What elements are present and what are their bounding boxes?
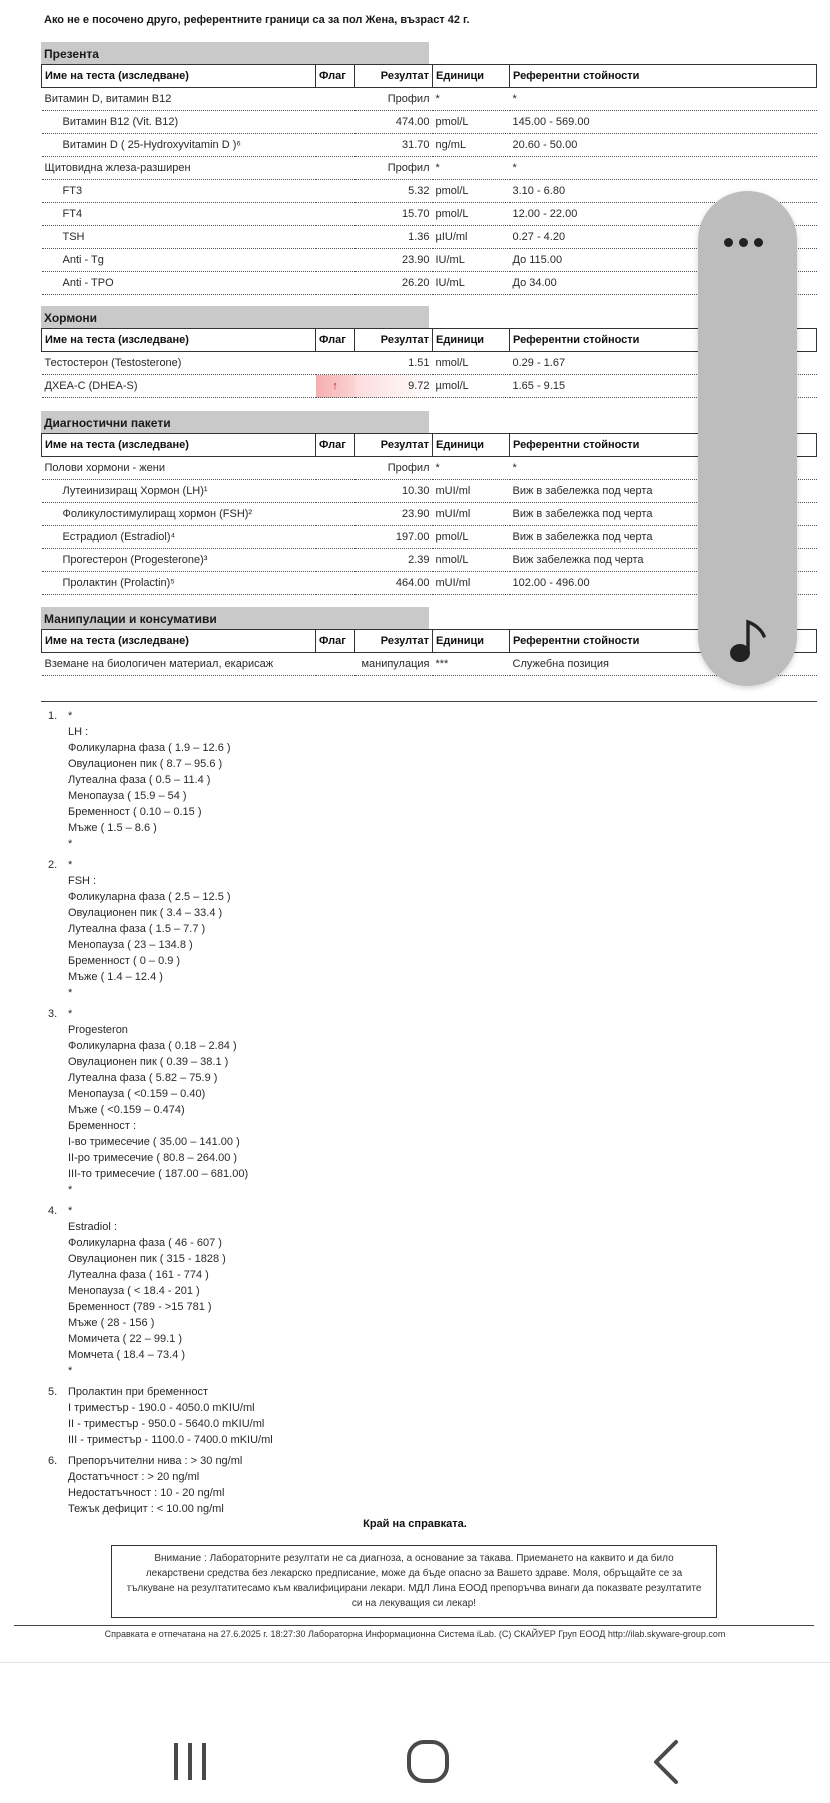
flag — [316, 503, 355, 526]
col-result: Резултат — [355, 65, 433, 88]
footnote-line: Фоликуларна фаза ( 0.18 – 2.84 ) — [68, 1040, 237, 1052]
footnote-line: Недостатъчност : 10 - 20 ng/ml — [68, 1487, 225, 1499]
units: *** — [433, 653, 510, 676]
result: 1.36 — [355, 226, 433, 249]
footnote-line: Бременност ( 0 – 0.9 ) — [68, 955, 181, 967]
section-title: Диагностични пакети — [41, 411, 429, 433]
units: µmol/L — [433, 375, 510, 398]
reference: 0.29 - 1.67 — [510, 352, 817, 375]
test-name: Витамин D ( 25-Hydroxyvitamin D )⁶ — [42, 134, 316, 157]
flag — [316, 180, 355, 203]
table-row — [42, 88, 817, 111]
reference: Виж в забележка под черта — [510, 480, 817, 503]
footnote-line: Progesteron — [68, 1024, 128, 1036]
flag — [316, 88, 355, 111]
page-edge — [0, 1662, 830, 1663]
units: mUI/ml — [433, 503, 510, 526]
reference: Виж в забележка под черта — [510, 526, 817, 549]
test-name: FT3 — [42, 180, 316, 203]
footnote-number: 5. — [48, 1386, 58, 1398]
result: 23.90 — [355, 503, 433, 526]
more-horizontal-icon[interactable] — [724, 236, 772, 248]
reference: Служебна позиция — [510, 653, 817, 676]
footnote-line: Бременност ( 0.10 – 0.15 ) — [68, 806, 202, 818]
footnote-line: * — [68, 710, 73, 722]
units: * — [433, 457, 510, 480]
units: pmol/L — [433, 526, 510, 549]
flag — [316, 457, 355, 480]
test-name: Естрадиол (Estradiol)⁴ — [42, 526, 316, 549]
table-row — [42, 134, 817, 157]
reference: 20.60 - 50.00 — [510, 134, 817, 157]
footnote-line: * — [68, 1205, 73, 1217]
music-note-glyph — [726, 618, 770, 664]
result: Профил — [355, 157, 433, 180]
footnote-line: * — [68, 1008, 73, 1020]
test-name: Вземане на биологичен материал, екарисаж — [42, 653, 316, 676]
reference-note: Ако не е посочено друго, референтните граници са за пол Жена, възраст 42 г. — [44, 14, 470, 26]
dot — [724, 238, 733, 247]
back-icon[interactable] — [621, 1720, 711, 1803]
footnote-line: Лутеална фаза ( 5.82 – 75.9 ) — [68, 1072, 218, 1084]
col-name: Име на теста (изследване) — [42, 434, 316, 457]
footnote-line: * — [68, 1365, 73, 1377]
test-name: FT4 — [42, 203, 316, 226]
result: 464.00 — [355, 572, 433, 595]
reference: До 34.00 — [510, 272, 817, 295]
units: nmol/L — [433, 352, 510, 375]
footnote-line: Фоликуларна фаза ( 2.5 – 12.5 ) — [68, 891, 231, 903]
footnote-line: Менопауза ( <0.159 – 0.40) — [68, 1088, 206, 1100]
footnote-line: FSH : — [68, 875, 97, 887]
footnote-line: Достатъчност : > 20 ng/ml — [68, 1471, 200, 1483]
footnote-line: Мъже ( 1.4 – 12.4 ) — [68, 971, 163, 983]
units: µIU/ml — [433, 226, 510, 249]
end-of-report: Край на справката. — [363, 1518, 467, 1530]
footnote-number: 4. — [48, 1205, 58, 1217]
flag — [316, 526, 355, 549]
footnote-number: 6. — [48, 1455, 58, 1467]
footnote-line: Менопауза ( 15.9 – 54 ) — [68, 790, 187, 802]
footnotes — [48, 708, 273, 1522]
footnote-line: * — [68, 987, 73, 999]
flag — [316, 653, 355, 676]
footnote-line: Овулационен пик ( 8.7 – 95.6 ) — [68, 758, 223, 770]
result: 474.00 — [355, 111, 433, 134]
table-row — [42, 653, 817, 676]
flag — [316, 157, 355, 180]
footnote-line: Лутеална фаза ( 0.5 – 11.4 ) — [68, 774, 211, 786]
col-result: Резултат — [355, 329, 433, 352]
disclaimer-box: Внимание : Лабораторните резултати не са диагноза, а основание за такава. Приемането на каквито и да било лекарствени средства без лекарско предписание, може да бъде опасно за Вашето здраве. Моля, обръщайте се за тълкуване на резултатитесамо към квалифицирани лекари. МДЛ Лина ЕООД препоръчва винаги да показвате резултатите си на лекуващия си лекар! — [111, 1545, 717, 1618]
col-ref: Референтни стойности — [510, 65, 817, 88]
reference: 102.00 - 496.00 — [510, 572, 817, 595]
test-name: Фоликулостимулиращ хормон (FSH)² — [42, 503, 316, 526]
footnote-number: 1. — [48, 710, 58, 722]
flag — [316, 352, 355, 375]
col-name: Име на теста (изследване) — [42, 65, 316, 88]
test-name: Пролактин (Prolactin)⁵ — [42, 572, 316, 595]
flag — [316, 134, 355, 157]
reference: * — [510, 457, 817, 480]
footnote-line: * — [68, 1184, 73, 1196]
footnote-line: III - триместър - 1100.0 - 7400.0 mKIU/ml — [68, 1434, 273, 1446]
col-units: Единици — [433, 434, 510, 457]
col-flag: Флаг — [316, 329, 355, 352]
result: манипулация — [355, 653, 433, 676]
flag — [316, 549, 355, 572]
test-name: Полови хормони - жени — [42, 457, 316, 480]
footnote-item — [48, 1203, 273, 1379]
result: Профил — [355, 88, 433, 111]
recents-glyph — [145, 1720, 235, 1803]
result: 15.70 — [355, 203, 433, 226]
reference: До 115.00 — [510, 249, 817, 272]
section-title: Презента — [41, 42, 429, 64]
home-glyph — [383, 1720, 473, 1803]
result: 31.70 — [355, 134, 433, 157]
footnote-line: Момчета ( 18.4 – 73.4 ) — [68, 1349, 186, 1361]
result: 9.72 — [355, 375, 433, 398]
reference: 0.27 - 4.20 — [510, 226, 817, 249]
test-name: TSH — [42, 226, 316, 249]
flag — [316, 111, 355, 134]
col-units: Единици — [433, 65, 510, 88]
col-flag: Флаг — [316, 434, 355, 457]
section-title: Манипулации и консумативи — [41, 607, 429, 629]
reference: 1.65 - 9.15 — [510, 375, 817, 398]
units: mUI/ml — [433, 480, 510, 503]
test-name: Тестостерон (Testosterone) — [42, 352, 316, 375]
result: 2.39 — [355, 549, 433, 572]
footnote-line: Лутеална фаза ( 161 - 774 ) — [68, 1269, 209, 1281]
footnote-line: * — [68, 838, 73, 850]
result: 23.90 — [355, 249, 433, 272]
result: 197.00 — [355, 526, 433, 549]
table-header — [42, 65, 817, 88]
dot — [754, 238, 763, 247]
footer-divider — [14, 1625, 814, 1626]
high-flag: ↑ — [316, 375, 355, 398]
flag — [316, 226, 355, 249]
result: 1.51 — [355, 352, 433, 375]
test-name: Прогестерон (Progesterone)³ — [42, 549, 316, 572]
col-flag: Флаг — [316, 65, 355, 88]
flag — [316, 480, 355, 503]
reference: 3.10 - 6.80 — [510, 180, 817, 203]
col-name: Име на теста (изследване) — [42, 329, 316, 352]
units: mUI/ml — [433, 572, 510, 595]
footnote-number: 2. — [48, 859, 58, 871]
footnote-item — [48, 1006, 273, 1198]
col-name: Име на теста (изследване) — [42, 630, 316, 653]
col-flag: Флаг — [316, 630, 355, 653]
footnote-line: Овулационен пик ( 315 - 1828 ) — [68, 1253, 226, 1265]
system-navigation-bar — [0, 1720, 830, 1803]
result: 5.32 — [355, 180, 433, 203]
footnote-line: LH : — [68, 726, 89, 738]
flag — [316, 272, 355, 295]
footnote-line: Момичета ( 22 – 99.1 ) — [68, 1333, 182, 1345]
section-title: Хормони — [41, 306, 429, 328]
music-note-icon[interactable] — [726, 618, 770, 664]
flag — [316, 249, 355, 272]
footnote-line: Менопауза ( 23 – 134.8 ) — [68, 939, 193, 951]
reference: Виж в забележка под черта — [510, 503, 817, 526]
floating-media-panel[interactable] — [698, 191, 797, 686]
units: IU/mL — [433, 249, 510, 272]
footnote-line: Овулационен пик ( 0.39 – 38.1 ) — [68, 1056, 229, 1068]
print-footer: Справката е отпечатана на 27.6.2025 г. 18:27:30 Лабораторна Информационна Система iLab. (C) СКАЙУЕР Груп ЕООД http://ilab.skyware-group.com — [104, 1629, 726, 1639]
test-name: Anti - Tg — [42, 249, 316, 272]
result: Профил — [355, 457, 433, 480]
flag — [316, 572, 355, 595]
units: ng/mL — [433, 134, 510, 157]
footnote-line: I-во тримесечие ( 35.00 – 141.00 ) — [68, 1136, 240, 1148]
footnote-line: Менопауза ( < 18.4 - 201 ) — [68, 1285, 200, 1297]
test-name: ДХЕА-С (DHEA-S) — [42, 375, 316, 398]
col-ref: Референтни стойности — [510, 434, 817, 457]
test-name: Anti - TPO — [42, 272, 316, 295]
col-ref: Референтни стойности — [510, 329, 817, 352]
footnote-item — [48, 1453, 273, 1517]
footnote-line: Фоликуларна фаза ( 1.9 – 12.6 ) — [68, 742, 231, 754]
col-units: Единици — [433, 329, 510, 352]
reference: 145.00 - 569.00 — [510, 111, 817, 134]
footnote-item — [48, 708, 273, 852]
test-name: Лутеинизиращ Хормон (LH)¹ — [42, 480, 316, 503]
back-glyph — [621, 1720, 711, 1803]
col-units: Единици — [433, 630, 510, 653]
footnote-line: Фоликуларна фаза ( 46 - 607 ) — [68, 1237, 222, 1249]
reference: * — [510, 157, 817, 180]
footnote-list — [48, 708, 273, 1517]
units: pmol/L — [433, 111, 510, 134]
reference: Виж забележка под черта — [510, 549, 817, 572]
footnote-line: * — [68, 859, 73, 871]
result: 26.20 — [355, 272, 433, 295]
col-result: Резултат — [355, 630, 433, 653]
footnote-line: Лутеална фаза ( 1.5 – 7.7 ) — [68, 923, 206, 935]
footnote-line: I триместър - 190.0 - 4050.0 mKIU/ml — [68, 1402, 255, 1414]
footnote-item — [48, 1384, 273, 1448]
reference: 12.00 - 22.00 — [510, 203, 817, 226]
footnote-line: II - триместър - 950.0 - 5640.0 mKIU/ml — [68, 1418, 265, 1430]
dot — [739, 238, 748, 247]
home-icon[interactable] — [383, 1720, 473, 1803]
units: * — [433, 157, 510, 180]
footnote-line: Estradiol : — [68, 1221, 117, 1233]
footnote-line: Мъже ( 1.5 – 8.6 ) — [68, 822, 157, 834]
notes-divider — [41, 701, 817, 702]
footnote-line: Препоръчителни нива : > 30 ng/ml — [68, 1455, 243, 1467]
footnote-line: II-ро тримесечие ( 80.8 – 264.00 ) — [68, 1152, 238, 1164]
result: 10.30 — [355, 480, 433, 503]
col-result: Резултат — [355, 434, 433, 457]
footnote-line: Бременност : — [68, 1120, 137, 1132]
footnote-line: Овулационен пик ( 3.4 – 33.4 ) — [68, 907, 223, 919]
flag — [316, 203, 355, 226]
units: pmol/L — [433, 203, 510, 226]
footnote-line: Мъже ( 28 - 156 ) — [68, 1317, 155, 1329]
table-row — [42, 157, 817, 180]
reference: * — [510, 88, 817, 111]
units: * — [433, 88, 510, 111]
footnote-line: Тежък дефицит : < 10.00 ng/ml — [68, 1503, 224, 1515]
units: pmol/L — [433, 180, 510, 203]
footnote-line: Пролактин при бременност — [68, 1386, 208, 1398]
footnote-line: Бременност (789 - >15 781 ) — [68, 1301, 212, 1313]
footnote-number: 3. — [48, 1008, 58, 1020]
footnote-line: Мъже ( <0.159 – 0.474) — [68, 1104, 185, 1116]
footnote-item — [48, 857, 273, 1001]
test-name: Щитовидна жлеза-разширен — [42, 157, 316, 180]
test-name: Витамин B12 (Vit. B12) — [42, 111, 316, 134]
units: IU/mL — [433, 272, 510, 295]
footnote-line: III-то тримесечие ( 187.00 – 681.00) — [68, 1168, 249, 1180]
table-row — [42, 111, 817, 134]
test-name: Витамин D, витамин B12 — [42, 88, 316, 111]
units: nmol/L — [433, 549, 510, 572]
recents-icon[interactable] — [145, 1720, 235, 1803]
table-row — [42, 180, 817, 203]
col-ref: Референтни стойности — [510, 630, 817, 653]
